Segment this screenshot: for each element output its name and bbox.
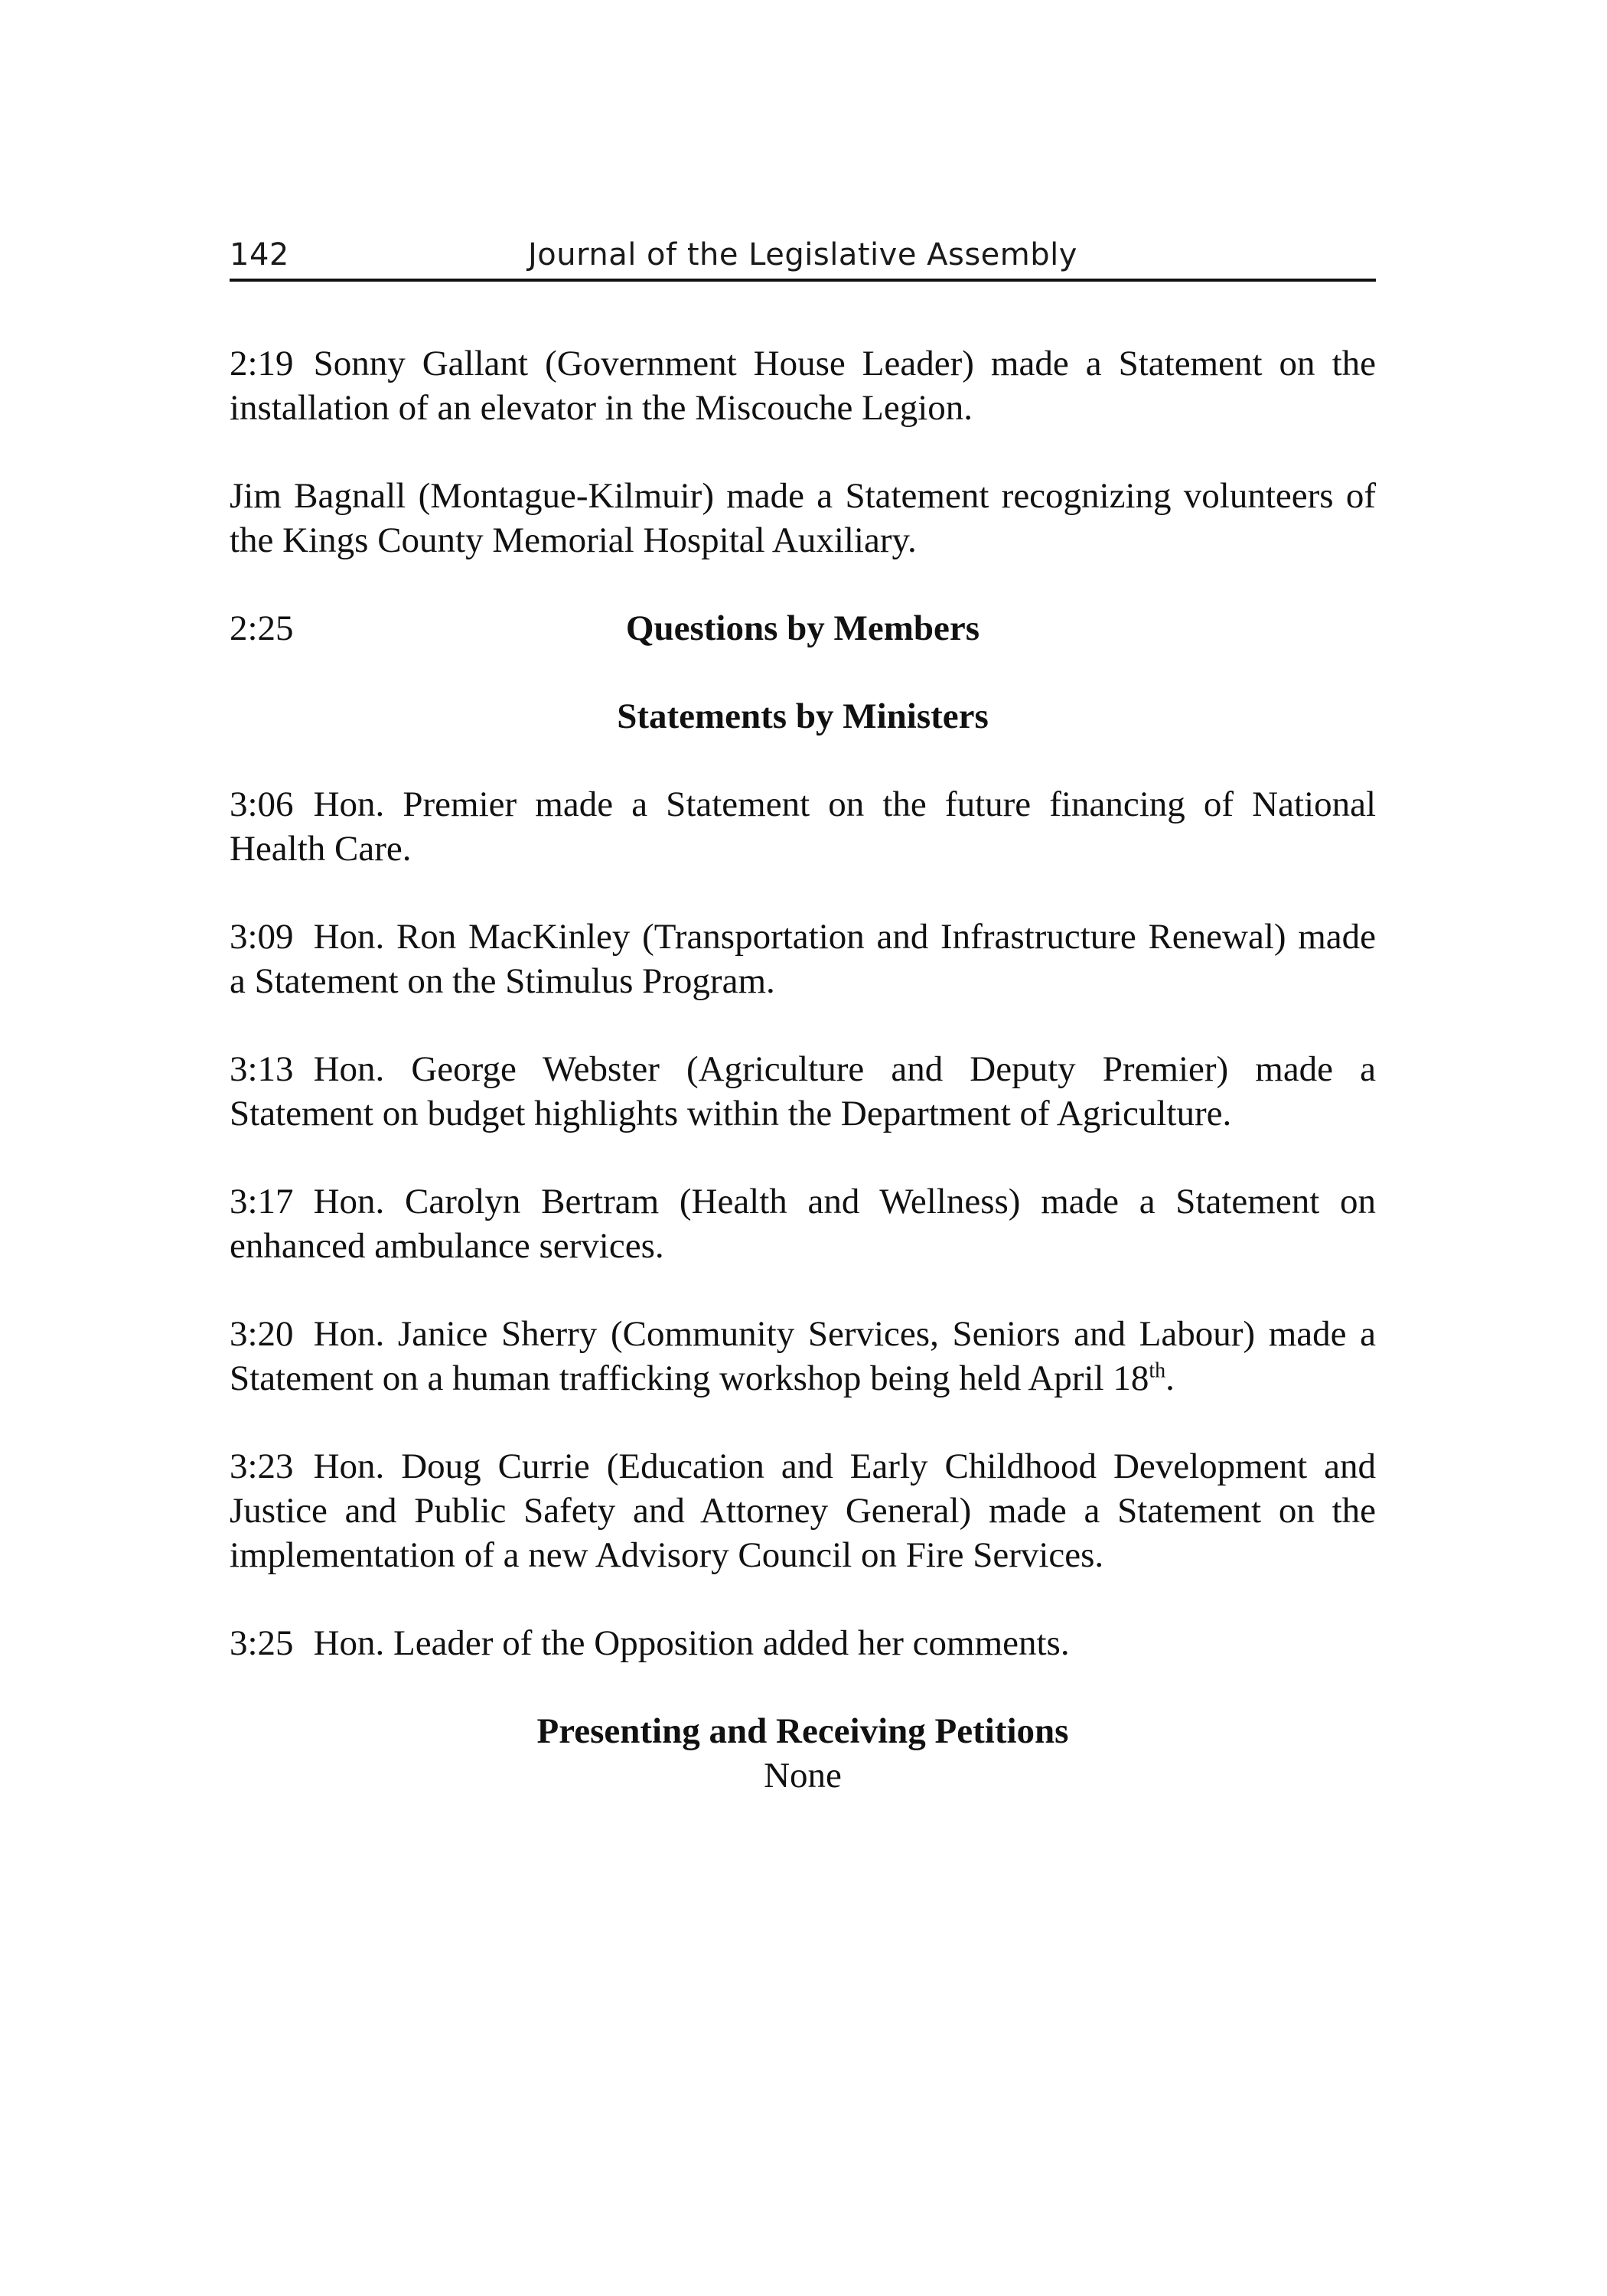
entry-text: Hon. Ron MacKinley (Transportation and Infrastructure Renewal) made a Statement on the Stimulus Program. bbox=[230, 917, 1376, 1001]
entry-bagnall bbox=[230, 474, 1376, 563]
section-time: 2:25 bbox=[230, 608, 294, 648]
entry-time: 3:20 bbox=[230, 1314, 294, 1354]
entry-text: Hon. Carolyn Bertram (Health and Wellness) made a Statement on enhanced ambulance services. bbox=[230, 1182, 1376, 1266]
minister-entry bbox=[230, 915, 1376, 1003]
minister-entry bbox=[230, 1444, 1376, 1577]
entry-tail: . bbox=[1165, 1358, 1175, 1398]
journal-body bbox=[230, 279, 1376, 1798]
page-number: 142 bbox=[230, 237, 289, 272]
entry-time: 3:06 bbox=[230, 784, 294, 824]
questions-heading: Questions by Members bbox=[625, 608, 980, 648]
entry-text: Hon. Doug Currie (Education and Early Childhood Development and Justice and Public Safety and Attorney General) made a Statement on the implementation of a new Advisory Council on Fire Services. bbox=[230, 1446, 1376, 1575]
minister-entry bbox=[230, 1621, 1376, 1665]
minister-entry bbox=[230, 1179, 1376, 1268]
minister-entry bbox=[230, 1312, 1376, 1401]
entry-time: 2:19 bbox=[230, 344, 294, 383]
entry-time: 3:09 bbox=[230, 917, 294, 957]
entry-text: Hon. Janice Sherry (Community Services, Seniors and Labour) made a Statement on a human trafficking workshop being held April 18 bbox=[230, 1314, 1376, 1398]
entry-gallant bbox=[230, 341, 1376, 430]
entry-time: 3:23 bbox=[230, 1446, 294, 1486]
entry-time: 3:13 bbox=[230, 1049, 294, 1089]
entry-text: Hon. Leader of the Opposition added her comments. bbox=[313, 1623, 1070, 1663]
entry-time: 3:17 bbox=[230, 1182, 294, 1221]
minister-entry bbox=[230, 782, 1376, 871]
running-header bbox=[230, 230, 1376, 279]
minister-entry bbox=[230, 1047, 1376, 1136]
questions-section bbox=[230, 606, 1376, 651]
entry-time: 3:25 bbox=[230, 1623, 294, 1663]
ordinal-suffix: th bbox=[1149, 1358, 1166, 1383]
entry-text: Jim Bagnall (Montague-Kilmuir) made a Statement recognizing volunteers of the Kings County Memorial Hospital Auxiliary. bbox=[230, 476, 1376, 560]
petitions-value: None bbox=[764, 1756, 842, 1795]
ministers-heading: Statements by Ministers bbox=[617, 696, 989, 736]
running-title: Journal of the Legislative Assembly bbox=[528, 237, 1077, 272]
journal-page bbox=[230, 230, 1376, 1798]
header-rule bbox=[230, 279, 1376, 282]
entry-text: Sonny Gallant (Government House Leader) made a Statement on the installation of an elevator in the Miscouche Legion. bbox=[230, 344, 1376, 428]
entry-text: Hon. George Webster (Agriculture and Deputy Premier) made a Statement on budget highlights within the Department of Agriculture. bbox=[230, 1049, 1376, 1133]
petitions-heading: Presenting and Receiving Petitions bbox=[536, 1711, 1069, 1751]
entry-text: Hon. Premier made a Statement on the future financing of National Health Care. bbox=[230, 784, 1376, 869]
